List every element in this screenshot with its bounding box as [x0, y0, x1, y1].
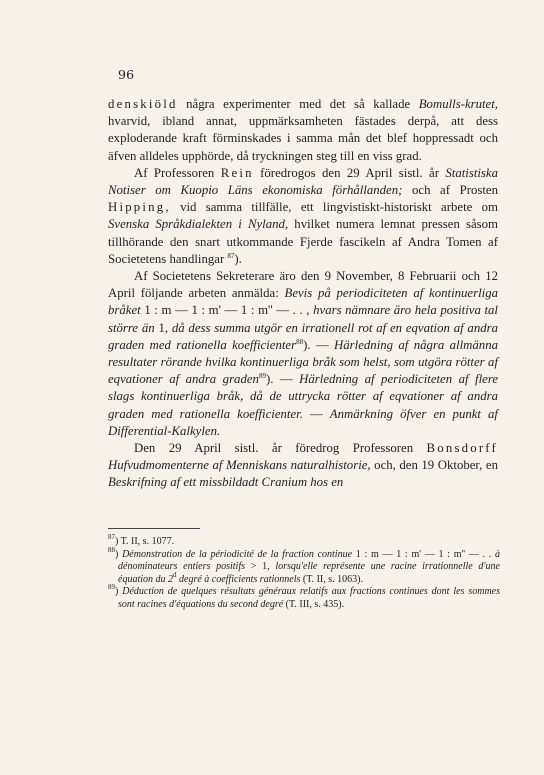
work-title: Bomulls-krutet, — [418, 97, 498, 111]
footnote-88: $^{88}$) Démonstration de la périodicité de la fraction continue 1 : m — 1 : m' — 1 : m'' — . . à dénominateurs entiers positifs > 1, lorsqu'elle représente une racine irrationnelle d'une équation du 2$^d$ degré à coefficients rationnels (T. II, s. 1063). — [108, 545, 500, 585]
paragraph-2: Af Professoren Rein föredrogos den 29 April sistl. år Statistiska Notiser om Kuopio Läns ekonomiska förhållanden; och af Prosten Hipping, vid samma tillfälle, ett lingvistiskt-historiskt arbete om Svenska Språkdialekten i Nyland, hvilket numera lemnat pressen såsom tillhörande den snart utkommande Fjerde fascikeln af Andra Tomen af Societetens handlingar $^{87}$). — [108, 165, 498, 266]
work-title: Hufvudmomenterne af Menniskans naturalhistorie, — [108, 458, 371, 473]
footnote-ref: 89 — [258, 372, 266, 381]
paragraph-1: denskiöld några experimenter med det så kallade Bomulls-krutet, hvarvid, ibland annat, uppmärksamheten fästades derpå, att dess exploderande kraft förminskades i samma mån det blef hoppressadt och äfven alldeles upphörde, då tryckningen steg till en viss grad. — [108, 97, 498, 163]
author-name: Bonsdorff — [426, 441, 498, 456]
footnote-87: $^{87}$) T. II, s. 1077. — [108, 533, 175, 547]
author-name: Rein — [220, 165, 254, 180]
work-title: Anmärkning öfver en punkt af Differential-Kalkylen. — [108, 406, 498, 438]
footnote-divider — [108, 528, 200, 529]
footnote-ref: 88 — [296, 337, 304, 346]
footnotes — [108, 533, 500, 612]
work-title: Härledning af periodiciteten af flere slags kontinuerliga bråk, då de uttrycka rötter af eqvationer af andra graden med rationella koefficienter. — [108, 372, 499, 421]
page-number: 96 — [118, 67, 135, 82]
paragraph-4: Den 29 April sistl. år föredrog Professoren Bonsdorff Hufvudmomenterne af Menniskans naturalhistorie, och, den 19 Oktober, en Beskrifning af ett missbildadt Cranium hos en — [108, 441, 498, 490]
work-title: Härledning af några allmänna resultater rörande hvilka kontinuerliga bråk som helst, som utgöra rötter af eqvationer af andra graden — [108, 337, 498, 387]
author-name: denskiöld — [108, 97, 178, 111]
paragraph-3: Af Societetens Sekreterare äro den 9 November, 8 Februarii och 12 April följande arbeten anmälda: Bevis på periodiciteten af kontinuerliga bråket 1 : m — 1 : m' — 1 : m'' — . . , hvars nämnare äro hela positiva tal större än 1, då dess summa utgör en irrationell rot af en eqvation af andra graden med rationella koefficienter$^{88}$). — Härledning af några allmänna resultater rörande hvilka kontinuerliga bråk som helst, som utgöra rötter af eqvationer af andra graden$^{89}$). — Härledning af periodiciteten af flere slags kontinuerliga bråk, då de uttrycka rötter af eqvationer af andra graden med rationella koefficienter. — Anmärkning öfver en punkt af Differential-Kalkylen. — [108, 269, 499, 438]
footnote-89: $^{89}$) Déduction de quelques résultats généraux relatifs aux fractions continues dont les sommes sont racines d'équations du second degré (T. III, s. 435). — [108, 583, 500, 610]
work-title: Beskrifning af ett missbildadt Cranium hos en — [108, 475, 344, 490]
work-title: Statistiska Notiser om Kuopio Läns ekonomiska förhållanden; — [108, 165, 498, 198]
body-text — [108, 96, 498, 492]
work-title: Bevis på periodiciteten af kontinuerliga bråket — [108, 286, 498, 318]
author-name: Hipping, — [108, 200, 171, 215]
work-title: Svenska Språkdialekten i Nyland, — [108, 217, 289, 232]
footnote-ref: 87 — [227, 251, 235, 260]
